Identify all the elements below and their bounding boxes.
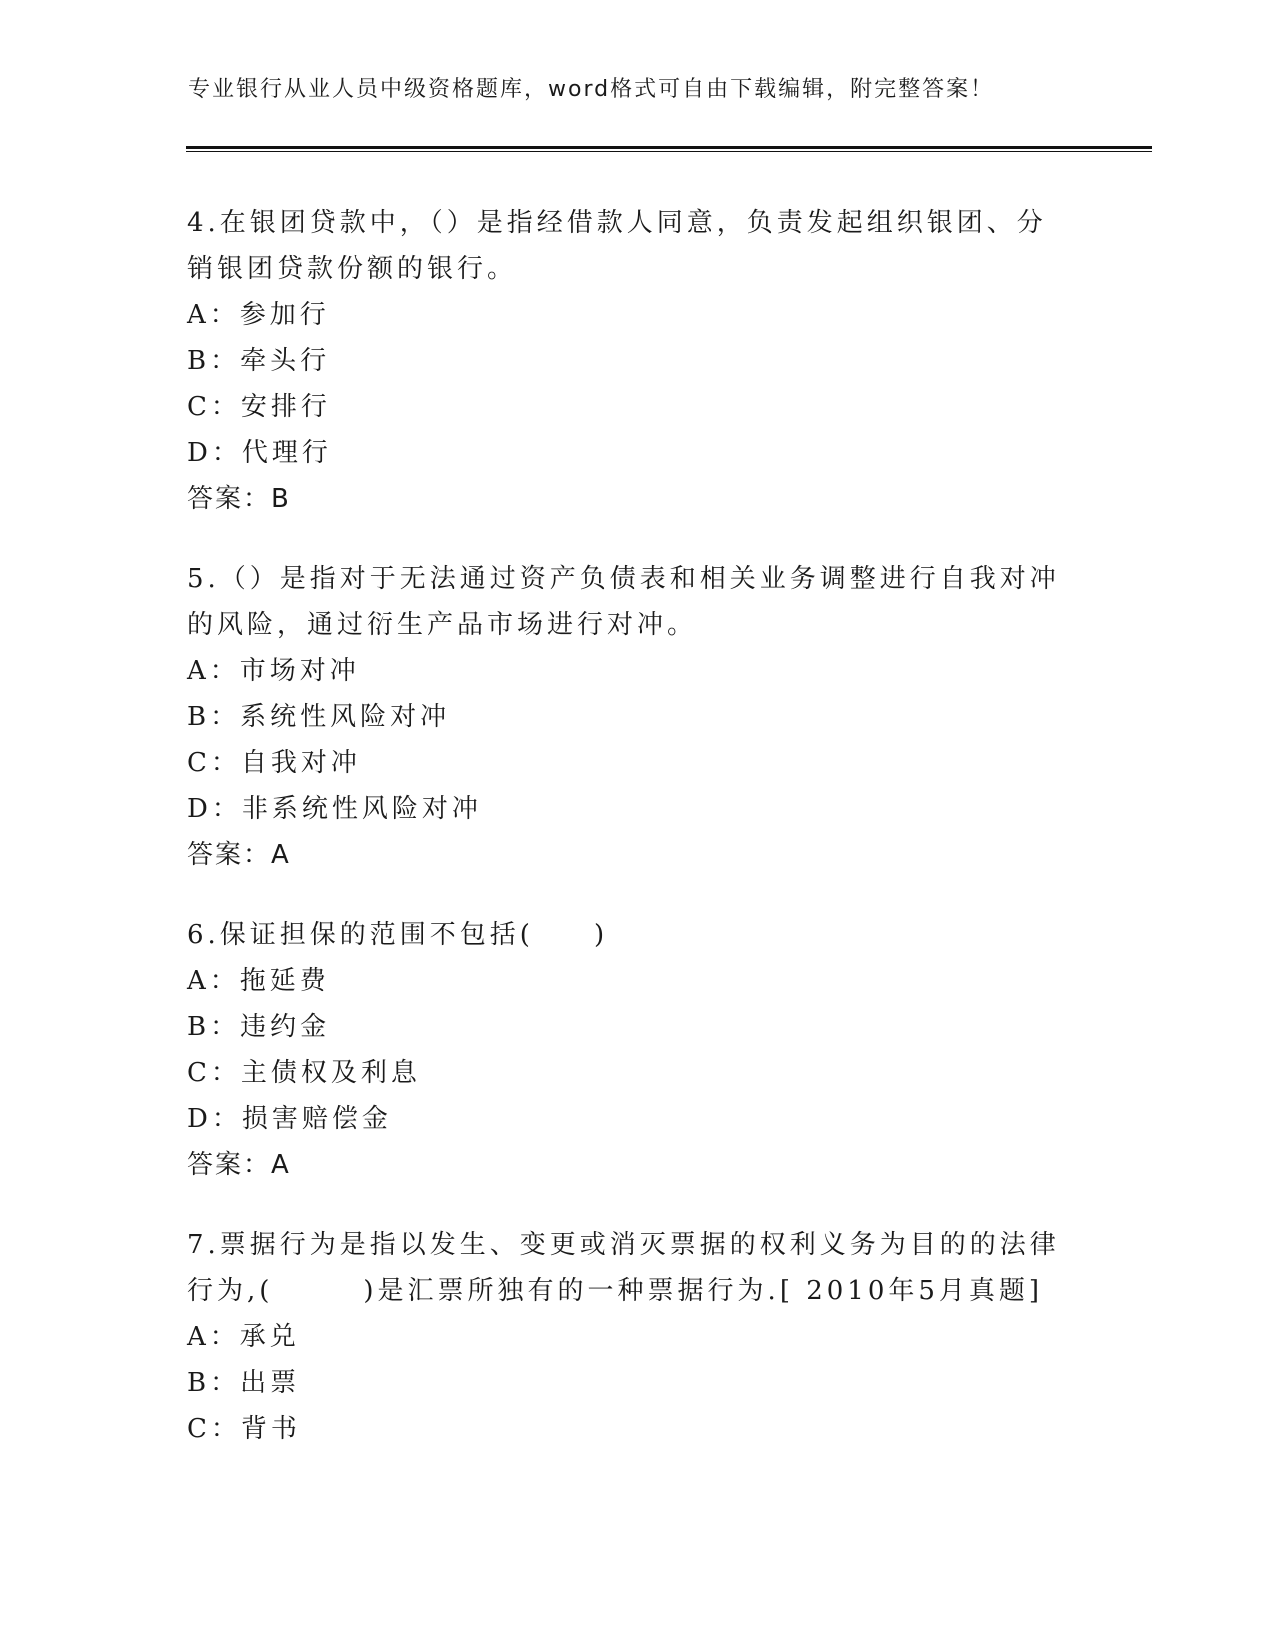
option-d: D：非系统性风险对冲 [187,794,482,824]
answer: 答案：A [187,1150,291,1180]
question-5 [187,556,1067,878]
page-header: 专业银行从业人员中级资格题库，word格式可自由下载编辑，附完整答案！ [188,77,995,102]
question-stem: 5.（）是指对于无法通过资产负债表和相关业务调整进行自我对冲的风险，通过衍生产品市场进行对冲。 [187,564,1060,640]
question-list [187,200,1067,1486]
answer: 答案：A [187,840,291,870]
option-c: C：安排行 [187,392,331,422]
question-stem: 7.票据行为是指以发生、变更或消灭票据的权利义务为目的的法律行为,( )是汇票所独有的一种票据行为.[ 2010年5月真题] [187,1230,1060,1306]
option-a: A：市场对冲 [187,656,360,686]
question-stem: 6.保证担保的范围不包括( ) [187,920,609,950]
option-a: A：拖延费 [187,966,330,996]
answer: 答案：B [187,484,291,514]
header-rule-thick [186,146,1152,149]
option-d: D：损害赔偿金 [187,1104,392,1134]
question-4 [187,200,1067,522]
option-b: B：系统性风险对冲 [187,702,451,732]
option-b: B：牵头行 [187,346,331,376]
option-d: D：代理行 [187,438,332,468]
option-c: C：主债权及利息 [187,1058,421,1088]
option-c: C：背书 [187,1414,301,1444]
option-c: C：自我对冲 [187,748,361,778]
option-b: B：出票 [187,1368,301,1398]
option-a: A：参加行 [187,300,330,330]
header-rule-thin [186,151,1152,152]
option-a: A：承兑 [187,1322,300,1352]
option-b: B：违约金 [187,1012,331,1042]
question-7 [187,1222,1067,1452]
question-6 [187,912,1067,1188]
question-stem: 4.在银团贷款中，（）是指经借款人同意，负责发起组织银团、分销银团贷款份额的银行。 [187,208,1047,284]
